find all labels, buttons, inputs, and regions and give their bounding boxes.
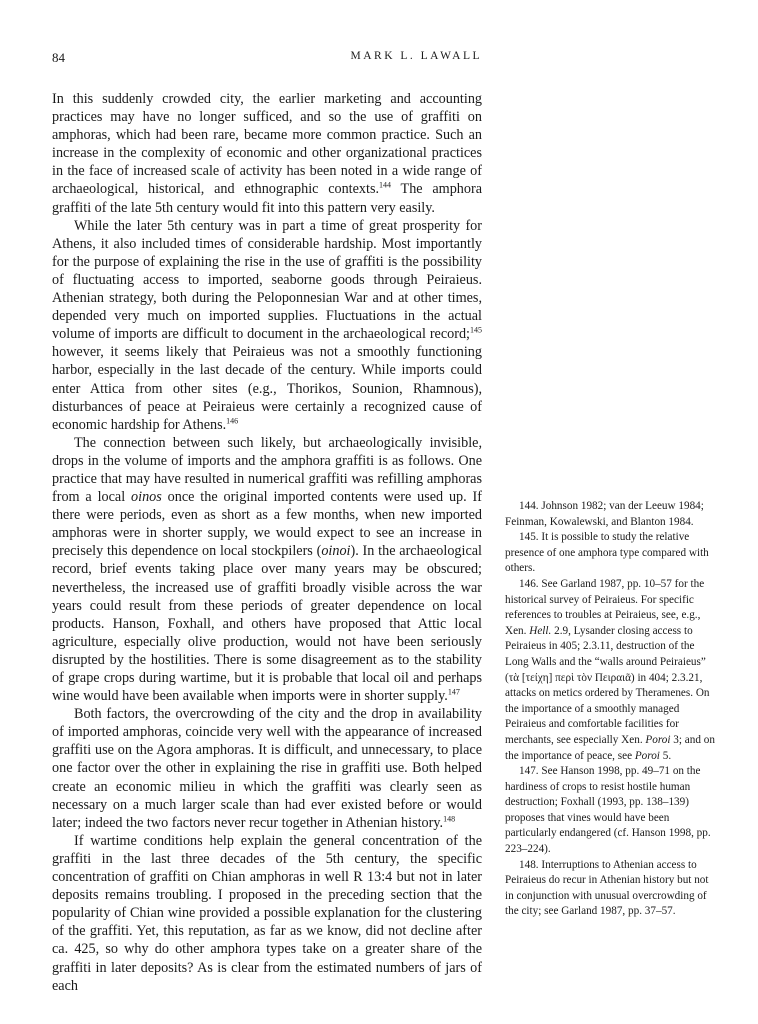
paragraph-3-text-b: once the original imported contents were used up. If there were periods, even as short as a few months, when new imported amphoras were in shorter supply, we would expect to see an increase in precisely this dependence on local stockpilers ( (52, 489, 483, 560)
paragraph-1 (52, 90, 482, 217)
footnote-ref-146: 146 (226, 415, 239, 425)
footnote-ref-144: 144 (379, 180, 392, 190)
paragraph-3-text-a: The connection between such likely, but archaeologically invisible, drops in the volume of imports and the amphora graffiti is as follows. One practice that may have resulted in numerical graffiti was refilling amphoras from a local (52, 434, 482, 506)
note-146 (505, 577, 715, 764)
paragraph-1-text: In this suddenly crowded city, the earlier marketing and accounting practices may have no longer sufficed, and so the use of graffiti on amphoras, which had been rare, became more common practice. Such an increase in the complexity of economic and other organizational practices in the face of increased scale of activity has been noted in a wide range of archaeological, historical, and ethnographic contexts. (52, 91, 482, 198)
note-146-italic-poroi-2: Poroi (634, 749, 660, 762)
paragraph-4 (52, 705, 482, 832)
footnote-ref-147: 147 (447, 687, 460, 697)
running-head-author: MARK L. LAWALL (350, 50, 482, 62)
paragraph-3 (52, 434, 482, 705)
paragraph-3-italic-oinos: oinos (131, 489, 162, 506)
paragraph-2-text: While the later 5th century was in part a time of great prosperity for Athens, it also included times of considerable hardship. Most importantly for the purpose of explaining the rise in the use of graffiti is the possibility of fluctuating access to imported, seaborne goods through Peiraieus. Athenian strategy, both during the Peloponnesian War and at other times, depended very much on imported supplies. Fluctuations in the actual volume of imports are difficult to document in the archaeological record; (52, 217, 482, 343)
footnote-ref-148: 148 (443, 814, 456, 824)
note-146-text-a: 146. See Garland 1987, pp. 10–57 for the historical survey of Peiraieus. For specific references to troubles at Peiraieus, see, e.g., Xen. (505, 577, 705, 637)
paragraph-3-text-c: ). In the archaeological record, brief events taking place over many years may be obscured; nevertheless, the increased use of graffiti broadly visible across the war years could result from these periods of greater dependence on local products. Hanson, Foxhall, and others have proposed that Attic local agriculture, especially olive production, would not have been seriously disrupted by the hostilities. There is some disagreement as to the stability of grape crops during wartime, but it is probable that local oil and perhaps wine would have been available when imports were in shorter supply. (52, 543, 482, 705)
paragraph-2-text-cont: however, it seems likely that Peiraieus was not a smoothly functioning harbor, especially in the last decade of the century. While imports could enter Attica from other sites (e.g., Thorikos, Sounion, Rhamnous), disturbances of peace at Peiraieus were certainly a recognized cause of economic hardship for Athens. (52, 344, 482, 433)
page-number: 84 (52, 50, 65, 65)
note-145: 145. It is possible to study the relative presence of one amphora type compared with others. (505, 531, 709, 575)
note-144: 144. Johnson 1982; van der Leeuw 1984; Feinman, Kowalewski, and Blanton 1984. (505, 500, 704, 528)
paragraph-5-text: If wartime conditions help explain the general concentration of the graffiti in the last three decades of the 5th century, the specific concentration of graffiti on Chian amphoras in well R 13:4 but not in later deposits remains troubling. I proposed in the preceding section that the popularity of Chian wine provided a possible explanation for the clustering of the graffiti. Yet, this reputation, as far as we know, did not decline after ca. 425, so why do other amphora types take on a greater share of the graffiti in later deposits? As is clear from the estimated numbers of jars of each (52, 832, 482, 994)
note-146-text-b: 2.9, Lysander closing access to Peiraieus in 405; 2.3.11, destruction of the Long Walls and the “walls around Peiraieus” (τὰ [τείχη] περὶ τὸν Πειραιᾶ) in 404; 2.3.21, attacks on metics ordered by Theramenes. On the importance of a smoothly managed Peiraieus and comfortable facilities for merchants, see especially Xen. (505, 624, 710, 746)
main-text-column (52, 90, 482, 995)
note-146-italic-poroi: Poroi (645, 733, 671, 746)
note-148: 148. Interruptions to Athenian access to Peiraieus do recur in Athenian history but not in conjunction with unusual overcrowding of the city; see Garland 1987, pp. 37–57. (505, 858, 709, 918)
paragraph-3-italic-oinoi: oinoi (321, 543, 351, 560)
paragraph-4-text: Both factors, the overcrowding of the city and the drop in availability of imported amphoras, coincide very well with the appearance of increased graffiti use on the Agora amphoras. It is difficult, and unnecessary, to place one factor over the other in explaining the rise in graffiti use. Both helped create an economic milieu in which the graffiti was clearly seen as necessary on a much larger scale than had ever existed before or would later; indeed the two factors never recur together in Athenian history. (52, 706, 482, 831)
paragraph-1-text-end: The amphora graffiti of the late 5th century would fit into this pattern very easily. (52, 181, 482, 216)
footnote-ref-145: 145 (470, 325, 482, 335)
note-146-text-d: 5. (659, 749, 672, 762)
note-146-text-c: 3; and on the importance of peace, see (505, 733, 715, 762)
note-146-italic-hell: Hell. (529, 624, 552, 637)
note-147: 147. See Hanson 1998, pp. 49–71 on the hardiness of crops to resist hostile human destruction; Foxhall (1993, pp. 138–139) proposes that vines would have been particularly endangered (cf. Hanson 1998, pp. 223–224). (505, 765, 711, 856)
paragraph-5 (52, 832, 482, 995)
running-head (52, 50, 482, 68)
margin-notes (505, 499, 715, 920)
paragraph-2 (52, 217, 482, 434)
